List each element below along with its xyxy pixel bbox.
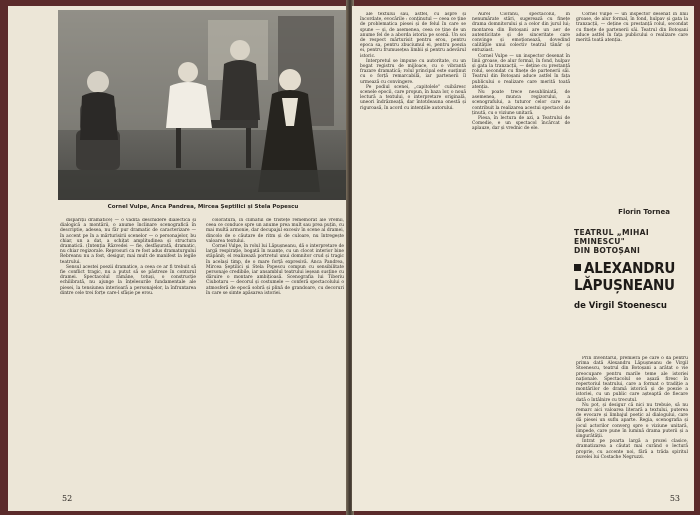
- left-page: [8, 6, 348, 511]
- paragraph: coloratură, în climatul de tristețe rememorat ale vremii, ceea ce conduce spre un anume prea mult sau prea puțin, cu mai multă armonie, dar decupajul excesiv în scene al dramei, dincolo de o căutare de ritm și de culoare, nu întregește valoarea textului.: [206, 218, 344, 244]
- right-column-1: [360, 12, 466, 486]
- paragraph: Pe podiul scenei, „capitolele" cuibăresc scenele epocii, care propun, în baza lor, o nouă lectură a textului, o interpretare originală, uneori îndrăzneață, dar întotdeauna onestă și riguroasă, în acord cu intențiile autorului.: [360, 84, 466, 111]
- article-heading: [574, 228, 688, 311]
- bullet-square-icon: [574, 264, 581, 271]
- play-title: [574, 260, 688, 294]
- page-number-right: 53: [669, 494, 680, 503]
- paragraph: Nu pot, și desigur că nici nu trebuie, să nu remarc aici valoarea literară a textului, puterea de evocare și limbajul poetic al dialogului, care dă piesei un suflu aparte. Regia, scenografia și jocul actorilor converg spre o viziune unitară, limpede, care pune în lumină drama puterii și a singurătății.: [576, 402, 688, 440]
- paragraph: Sensul acestei poezii dramatice, a ceea ce ar fi trebuit să fie conflict tragic, nu a putut să se păstreze în conturul dramei. Spectacolul rămâne, totuși, o construcție echilibrată, nu ajunge la înțelesurile fundamentale ale piesei, la tensiunea interioară a personajelor, la înfruntarea dintre cele trei forțe care-l sfâșie pe erou.: [60, 264, 196, 296]
- play-title-line-2: LĂPUȘNEANU: [574, 276, 675, 294]
- right-column-3-bottom: [576, 356, 688, 488]
- paragraph: Cornel Vulpe — un inspector desenat în linii groase, de alur formal, în fond, hulpav și gata la tranzacții, — deține cu prestanță rolul, secondat cu finețe de partenerii săi. Teatrul din Botoșani aduce astfel în fața publicului o realizare care merită toată atenția.: [472, 53, 570, 90]
- paragraph: Nu poate trece nesubliniată, de asemenea, munca regizorului, a scenografului, a tuturor celor care au contribuit la realizarea acestui spectacol de ținută, cu o viziune unitară.: [472, 90, 570, 116]
- left-column-1: [60, 218, 196, 486]
- right-page: [352, 6, 694, 511]
- paragraph: ale textului său, astfel, cu aspre și încordate, evocările : conținutul — ceea ce ține de problematica piesei și de felul în care se spune — și, de asemenea, ceea ce ține de un anume fel de a aborda istoria pe scenă. Un soi de respect mărturisit pentru erou, pentru epoca sa, pentru zbuciumul ei, pentru poezia ei, pentru frumusețea limbii și pentru adevărul istoric.: [360, 12, 466, 59]
- paragraph: Prin Inventarul, premiera pe care o dă pentru prima dată Alexandru Lăpușneanu de Virgil Stoenescu, teatrul din Botoșani a arătat o vie preocupare pentru marile teme ale istoriei naționale. Spectacolul se așază firesc în repertoriul teatrului, care a format o tradiție a montărilor de dramă istorică și de poezie a istoriei, cu un public care așteaptă de fiecare dată o întâlnire cu trecutul.: [576, 356, 688, 403]
- paragraph: Interpretul se impune cu autoritate, cu un bogat registru de mijloace, cu o vibrantă frazare dramatică; rolul principal este susținut cu o forță remarcabilă, iar partenerii îl urmează cu convingere.: [360, 58, 466, 85]
- play-title-line-1: ALEXANDRU: [584, 259, 676, 277]
- right-column-3-top: [576, 12, 688, 198]
- heading-theatre-name: TEATRUL „MIHAI EMINESCU": [574, 228, 649, 246]
- paragraph: Cornel Vulpe, în rolul lui Lăpușneanu, dă o interpretare de largă respirație, bogată în nuanțe, cu un clocot interior bine stăpânit; el realizează portretul unui domnitor crud și tragic în același timp, de o mare forță expresivă. Anca Pandrea, Mircea Șeptilici și Stela Popescu compun cu sensibilitate personaje credibile, iar ansamblul teatrului ieșean susține cu dăruire o montare ambițioasă. Scenografia lui Tiberiu Ciubotaru — decorul și costumele — conferă spectacolului o atmosferă de epocă sobră și plină de grandoare, cu decoruri în care se simte apăsarea istoriei.: [206, 244, 344, 296]
- paragraph: Piesa, în lectura de azi, a Teatrului de Comedie, e un spectacol încărcat de aplauze, dar și vrednic de ele.: [472, 116, 570, 132]
- paragraph: Aurel Cioranu, spectacolul, în nenumărate stări, sugerează cu finețe drama domnitorului și a celor din jurul lui; montarea din Botoșani are un aer de autenticitate și de sinceritate care convinge și emoționează, dovedind calitățile unui colectiv teatral tânăr și entuziast.: [472, 12, 570, 54]
- page-number-left: 52: [62, 494, 73, 503]
- production-photo: [58, 10, 346, 200]
- paragraph: Cornel Vulpe — un inspector desenat în linii groase, de alur formal, în fond, hulpav și gata la tranzacții, — deține cu prestanță rolul, secondat cu finețe de partenerii săi. Teatrul din Botoșani aduce astfel în fața publicului o realizare care merită toată atenția.: [576, 12, 688, 44]
- paragraph: Intrat pe poarta largă a prozei clasice, dramatizarea a căutat mai curând o lectură proprie, cu accente noi, fără a trăda spiritul nuvelei lui Costache Negruzzi.: [576, 439, 688, 460]
- play-author: de Virgil Stoenescu: [574, 301, 667, 311]
- stage-scene-illustration: [58, 10, 346, 200]
- photo-caption: Cornel Vulpe, Anca Pandrea, Mircea Șeptilici și Stela Popescu: [107, 204, 299, 210]
- left-column-2: [206, 218, 344, 486]
- right-column-2: [472, 12, 570, 486]
- heading-theatre-city: DIN BOTOȘANI: [574, 246, 641, 255]
- paragraph: dispariții dramatice) — o văditǎ deschidere dialectică și dialogică a montării, o anume înclinare scenografică în descriptie, adesea, nu fǎr pur dramatic de caracterizare — în accent pe în a mărturisirii scenelor — o personajelor, bu chiar, un a dat, a schițat amplitudinea și structura dramatică. (Intenția Rǎzvedei — fie, desfășuratǎ, dramatic, nu chiar regizorale. Reprosuri ca re fost adus dramaturgului Rebreanu nu a fost, desigur, mai mult de manifest la legile teatrului.: [60, 218, 196, 265]
- article-author: Florin Tornea: [618, 208, 670, 216]
